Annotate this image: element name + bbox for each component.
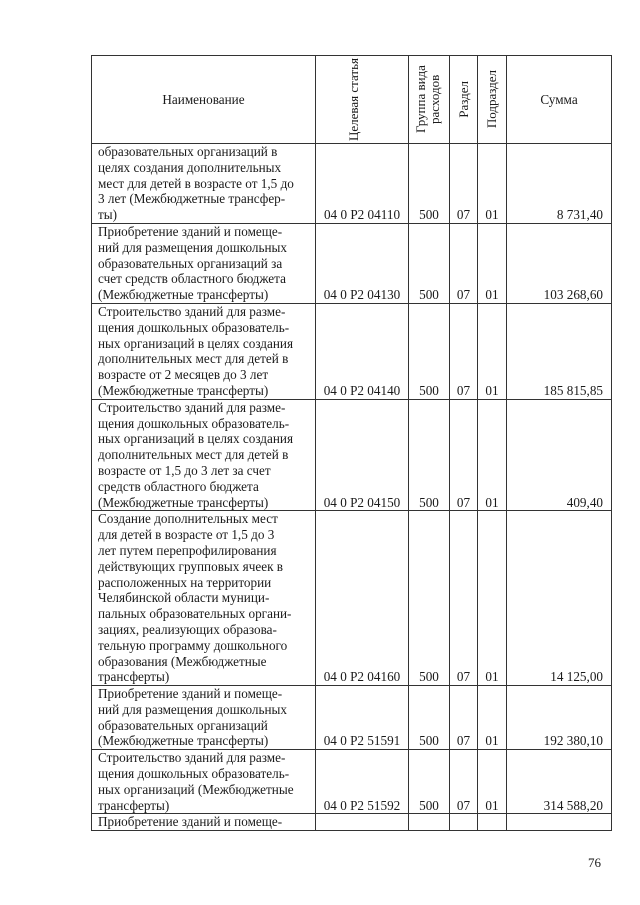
header-row	[92, 56, 612, 144]
row-name-line: расположенных на территории	[98, 574, 272, 590]
row-name-line: ных организаций в целях создания	[98, 431, 294, 447]
row-name-line: Приобретение зданий и помеще-	[98, 686, 283, 702]
row-section	[450, 814, 478, 831]
row-subsection	[478, 814, 507, 831]
row-target-article: 04 0 Р2 04130	[316, 223, 409, 303]
row-sum: 103 268,60	[507, 223, 612, 303]
budget-table	[91, 55, 612, 831]
row-name-line: Создание дополнительных мест	[98, 511, 278, 527]
row-section: 07	[450, 686, 478, 750]
row-section: 07	[450, 303, 478, 399]
row-name-line: Строительство зданий для разме-	[98, 750, 286, 766]
row-name-line: щения дошкольных образователь-	[98, 766, 290, 782]
row-name-line: ных организаций в целях создания	[98, 335, 294, 351]
row-name-line: возрасте от 2 месяцев до 3 лет	[98, 367, 269, 383]
header-target-article	[316, 56, 409, 144]
row-target-article: 04 0 Р2 04110	[316, 144, 409, 224]
row-name-line: (Межбюджетные трансферты)	[98, 494, 269, 510]
header-subsection	[478, 56, 507, 144]
row-name-line: 3 лет (Межбюджетные трансфер-	[98, 191, 286, 207]
row-name-line: (Межбюджетные трансферты)	[98, 382, 269, 398]
row-sum: 314 588,20	[507, 750, 612, 814]
row-subsection: 01	[478, 399, 507, 511]
row-name-cell	[92, 144, 316, 224]
row-name-line: дополнительных мест для детей в	[98, 351, 289, 367]
row-name-line: возрасте от 1,5 до 3 лет за счет	[98, 462, 271, 478]
row-name-line: ных организаций (Межбюджетные	[98, 781, 294, 797]
row-name-line: ты)	[98, 207, 118, 223]
table-row	[92, 223, 612, 303]
header-sum: Сумма	[507, 56, 612, 144]
row-section: 07	[450, 144, 478, 224]
header-target-article-label: Целевая статья	[346, 57, 361, 141]
row-subsection: 01	[478, 750, 507, 814]
page-number: 76	[588, 855, 601, 870]
row-name-line: средств областного бюджета	[98, 478, 259, 494]
row-expense-group: 500	[409, 750, 450, 814]
row-sum	[507, 814, 612, 831]
row-name-line: Челябинской области муници-	[98, 590, 270, 606]
row-name-line: (Межбюджетные трансферты)	[98, 287, 269, 303]
row-name-line: целях создания дополнительных	[98, 159, 282, 175]
row-target-article: 04 0 Р2 51592	[316, 750, 409, 814]
row-target-article: 04 0 Р2 04150	[316, 399, 409, 511]
row-name-line: образовательных организаций за	[98, 255, 283, 271]
row-name-line: для детей в возрасте от 1,5 до 3	[98, 527, 275, 543]
row-name-line: дополнительных мест для детей в	[98, 447, 289, 463]
row-sum: 185 815,85	[507, 303, 612, 399]
row-name-cell	[92, 686, 316, 750]
row-name-line: Приобретение зданий и помеще-	[98, 223, 283, 239]
table-row	[92, 144, 612, 224]
row-name-cell	[92, 223, 316, 303]
row-section: 07	[450, 223, 478, 303]
header-section	[450, 56, 478, 144]
row-expense-group: 500	[409, 511, 450, 686]
row-section: 07	[450, 750, 478, 814]
row-expense-group: 500	[409, 686, 450, 750]
row-target-article: 04 0 Р2 04140	[316, 303, 409, 399]
row-sum: 409,40	[507, 399, 612, 511]
row-section: 07	[450, 399, 478, 511]
row-name-line: (Межбюджетные трансферты)	[98, 733, 269, 749]
row-subsection: 01	[478, 686, 507, 750]
row-sum: 8 731,40	[507, 144, 612, 224]
row-expense-group: 500	[409, 303, 450, 399]
row-name-line: трансферты)	[98, 669, 170, 685]
row-name-line: тельную программу дошкольного	[98, 637, 288, 653]
header-section-label: Раздел	[455, 81, 471, 118]
row-subsection: 01	[478, 303, 507, 399]
row-expense-group: 500	[409, 223, 450, 303]
row-name-line: трансферты)	[98, 797, 170, 813]
row-name-line: зациях, реализующих образова-	[98, 621, 277, 637]
row-sum: 192 380,10	[507, 686, 612, 750]
table-row	[92, 303, 612, 399]
row-target-article: 04 0 Р2 04160	[316, 511, 409, 686]
header-subsection-label: Подраздел	[484, 70, 499, 129]
header-expense-group	[409, 56, 450, 144]
row-name-line: лет путем перепрофилирования	[98, 542, 277, 558]
row-name-cell	[92, 814, 316, 831]
table-body	[92, 144, 612, 831]
row-subsection: 01	[478, 223, 507, 303]
row-name-cell	[92, 399, 316, 511]
row-subsection: 01	[478, 511, 507, 686]
row-name-line: щения дошкольных образователь-	[98, 319, 290, 335]
row-name-cell	[92, 511, 316, 686]
row-name-line: образовательных организаций	[98, 717, 268, 733]
row-name-line: действующих групповых ячеек в	[98, 558, 284, 574]
row-name-line: мест для детей в возрасте от 1,5 до	[98, 175, 294, 191]
row-subsection: 01	[478, 144, 507, 224]
row-name-line: щения дошкольных образователь-	[98, 415, 290, 431]
row-name-line: ний для размещения дошкольных	[98, 701, 287, 717]
header-expense-group-label: Группа вида расходов	[413, 65, 442, 134]
row-name-line: образования (Межбюджетные	[98, 653, 267, 669]
row-target-article	[316, 814, 409, 831]
table-row	[92, 511, 612, 686]
row-name-cell	[92, 303, 316, 399]
row-name-line: Приобретение зданий и помеще-	[98, 814, 283, 830]
row-name-line: Строительство зданий для разме-	[98, 303, 286, 319]
row-name-cell	[92, 750, 316, 814]
row-name-line: пальных образовательных органи-	[98, 606, 292, 622]
row-name-line: Строительство зданий для разме-	[98, 399, 286, 415]
row-section: 07	[450, 511, 478, 686]
row-name-line: образовательных организаций в	[98, 144, 278, 159]
table-row	[92, 399, 612, 511]
row-expense-group: 500	[409, 144, 450, 224]
table-row	[92, 750, 612, 814]
header-name: Наименование	[92, 56, 316, 144]
row-target-article: 04 0 Р2 51591	[316, 686, 409, 750]
row-expense-group: 500	[409, 399, 450, 511]
row-sum: 14 125,00	[507, 511, 612, 686]
table-row	[92, 686, 612, 750]
row-name-line: ний для размещения дошкольных	[98, 239, 287, 255]
row-name-line: счет средств областного бюджета	[98, 271, 286, 287]
row-expense-group	[409, 814, 450, 831]
table-row	[92, 814, 612, 831]
